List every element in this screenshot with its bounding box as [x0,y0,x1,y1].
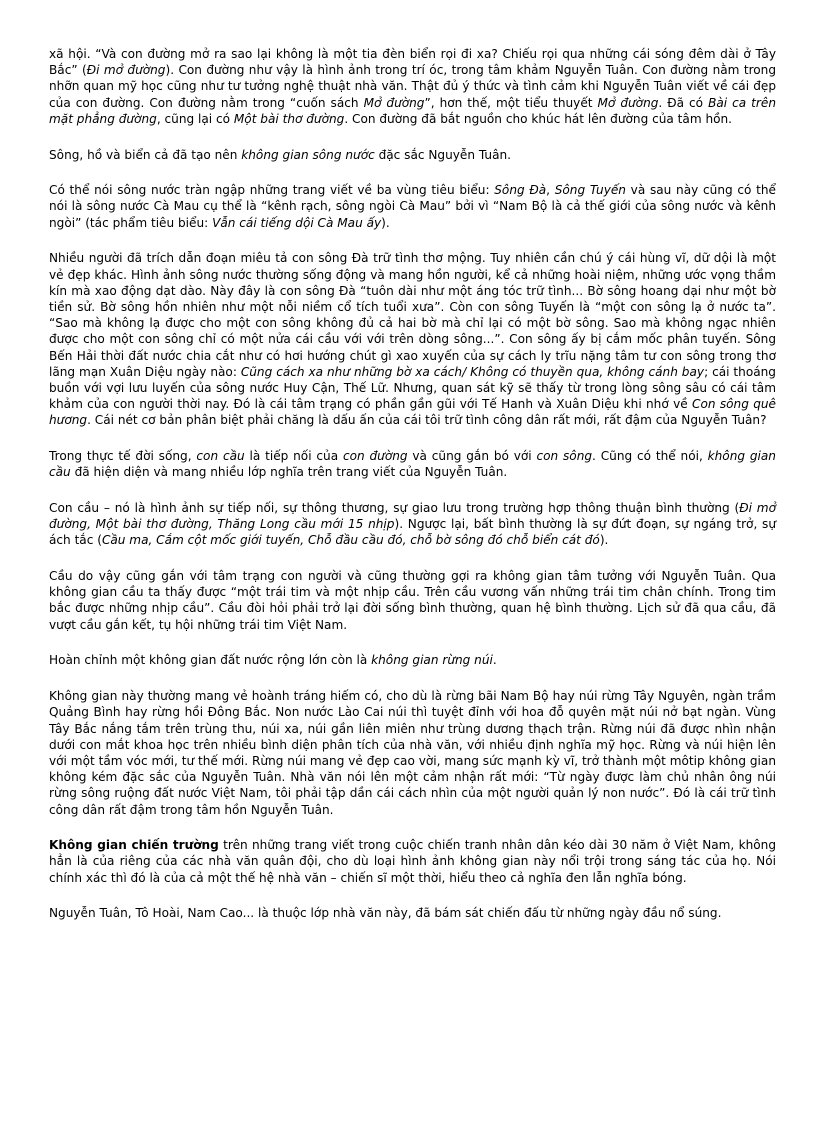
paragraph [49,837,776,886]
italic-text: con sông [536,449,593,464]
italic-text: Cũng cách xa như những bờ xa cách/ Không có thuyền qua, không cánh bay [240,364,705,379]
paragraph [49,905,776,921]
paragraph [49,182,776,231]
italic-text: Con sông quê hương [49,397,776,428]
text-run: ). Con đường như vậy là hình ảnh trong trí óc, trong tâm khảm Nguyễn Tuân. Con đường nằm trong nhỡn quan mỹ học cũng như tư tưởng nghệ thuật nhà văn. Thật đủ ý thức và tình cảm khi Nguyễn Tuân viết về cái đẹp của con đường. Con đường nằm trong “cuốn sách [49,63,777,110]
italic-text: Mở đường [597,95,659,110]
text-run: Sông, hồ và biển cả đã tạo nên [49,147,242,162]
italic-text: con cầu [196,449,245,464]
text-run: Con cầu – nó là hình ảnh sự tiếp nối, sự thông thương, sự giao lưu trong trường hợp thông thuận bình thường ( [49,500,740,515]
italic-text: Sông Đà [494,183,547,198]
text-run: . [492,653,497,668]
text-run: xã hội. “Và con đường mở ra sao lại không là một tia đèn biển rọi đi xa? Chiếu rọi qua những cái sóng đêm dài ở Tây Bắc” ( [49,47,776,78]
text-run: Nhiều người đã trích dẫn đoạn miêu tả con sông Đà trữ tình thơ mộng. Tuy nhiên cần chú ý cái hùng vĩ, dữ dội là một vẻ đẹp khác. Hình ảnh sông nước thường sống động và mang hồn người, kể cả những hoài niệm, những ước vọng thầm kín mà xao động dạt dào. Này đây là con sông Đà “tuôn dài như một áng tóc trữ tình... Bờ sông hoang dại như một bờ tiền sử. Bờ sông hồn nhiên như một nỗi niềm cổ tích tuổi xưa”. Còn con sông Tuyến là “một con sông lạ ở nước ta”. “Sao mà không lạ được cho một con sông không đủ cả hai bờ mà chỉ lại có một bờ sông. Sao mà không ngạc nhiên được cho một con sông chỉ có một nửa cái cầu với với trên dòng sông...”. Con sông ấy bị cắm mốc phân tuyến. Sông Bến Hải thời đất nước chia cắt như có hơi hướng chút gì xao xuyến của sự cách ly trĩu nặng tâm tư con sông trong thơ lãng mạn Xuân Diệu ngày nào: [49,251,776,379]
text-run: Nguyễn Tuân, Tô Hoài, Nam Cao... là thuộc lớp nhà văn này, đã bám sát chiến đấu từ những ngày đầu nổ súng. [49,906,722,921]
text-run: và cũng gắn bó với [407,449,537,464]
text-run: là tiếp nối của [244,449,343,464]
text-run: ). Ngược lại, bất bình thường là sự đứt đoạn, sự ngáng trở, sự ách tắc ( [49,517,776,548]
text-run: Không gian này thường mang vẻ hoành tráng hiếm có, cho dù là rừng bãi Nam Bộ hay núi rừng Tây Nguyên, ngàn trầm Quảng Bình hay rừng hồi Đông Bắc. Non nước Lào Cai núi thì tuyệt đỉnh với hoa đỗ quyên mặt núi nở bạt ngàn. Vùng Tây Bắc nắng tắm trên trùng thu, núi xa, núi gần liên miên như trùng dương thạch trận. Rừng núi đã được nhìn nhận dưới con mắt khoa học trên nhiều bình diện phân tích của nhà văn, với nhiều định nghĩa mỹ học. Rừng và núi hiện lên với một tầm vóc mới, tư thế mới. Rừng núi mang vẻ đẹp cao vời, mang sức mạnh kỳ vĩ, trở thành một môtip không gian không kém đặc sắc của Nguyễn Tuân. Nhà văn nói lên một cảm nhận rất mới: “Từ ngày được làm chủ nhân ông núi rừng sông ruộng đất nước Việt Nam, tôi phải tập dần cái cách nhìn của một người quản lý non nước”. Đó là cái trữ tình công dân rất đậm trong tâm hồn Nguyễn Tuân. [49,689,776,817]
text-run: đặc sắc Nguyễn Tuân. [374,147,512,162]
italic-text: Sông Tuyến [554,183,626,198]
text-run: . Đã có [658,95,709,110]
text-run: , [546,183,555,198]
paragraph [49,46,776,127]
italic-text: Một bài thơ đường [233,111,345,126]
text-run: ; cái thoáng buồn với vợi lưu luyến của sông nước Huy Cận, Thế Lữ. Nhưng, quan sát kỹ sẽ thấy từ trong lòng sông sâu có cái tâm khảm của con người thời nay. Đó là cái tâm trạng có phần gần gũi với Tế Hanh và Xuân Diệu khi nhớ về [49,364,776,412]
text-run: Có thể nói sông nước tràn ngập những trang viết về ba vùng tiêu biểu: [49,183,495,198]
paragraph [49,500,776,549]
italic-text: Bài ca trên mặt phẳng đường [49,95,776,126]
italic-text: không gian rừng núi [371,653,493,668]
paragraph [49,652,776,668]
text-run: . Con đường đã bắt nguồn cho khúc hát lên đường của tâm hồn. [344,111,733,126]
italic-text: Đi mở đường [86,63,166,78]
paragraph [49,147,776,163]
italic-text: Cầu ma, Cắm cột mốc giới tuyến, Chỗ đầu cầu đó, chỗ bờ sông đó chỗ biển cát đó [101,533,600,548]
text-run: . Cũng có thể nói, [592,449,708,464]
italic-text: Mở đường [363,95,425,110]
text-run: Hoàn chỉnh một không gian đất nước rộng lớn còn là [49,653,372,668]
italic-text: Đi mở đường, Một bài thơ đường, Thăng Long cầu mới 15 nhịp [49,500,776,532]
text-run: Trong thực tế đời sống, [49,449,197,464]
italic-text: không gian sông nước [241,147,375,162]
text-run: ). [599,533,609,548]
italic-text: con đường [342,449,408,464]
text-run: trên những trang viết trong cuộc chiến tranh nhân dân kéo dài 30 năm ở Việt Nam, không hẳn là của riêng của các nhà văn quân đội, cho dù loại hình ảnh không gian này nổi trội trong sáng tác của họ. Nói chính xác thì đó là của cả một thế hệ nhà văn – chiến sĩ một thời, hiểu theo cả nghĩa đen lẫn nghĩa bóng. [49,838,776,885]
paragraph [49,568,776,633]
text-run: . Cái nét cơ bản phân biệt phải chăng là dấu ấn của cái tôi trữ tình công dân rất mới, rất đậm của Nguyễn Tuân? [87,413,767,428]
text-run: ”, hơn thế, một tiểu thuyết [424,95,598,110]
bold-text: Không gian chiến trường [49,838,219,853]
paragraph [49,448,776,480]
text-run: và sau này cũng có thể nói là sông nước Cà Mau cụ thể là “kênh rạch, sông ngòi Cà Mau” bởi vì “Nam Bộ là cả thế giới của sông nước và kênh ngòi” (tác phẩm tiêu biểu: [49,183,776,230]
paragraph [49,688,776,818]
text-run: Cầu do vậy cũng gắn với tâm trạng con người và cũng thường gợi ra không gian tâm tưởng với Nguyễn Tuân. Qua không gian cầu ta thấy được “một trái tim và một nhịp cầu. Trên cầu vương vấn những trái tim chân chính. Trong tim bắc được những nhịp cầu”. Cầu đòi hỏi phải trở lại đời sống bình thường, quan hệ bình thường. Lịch sử đã qua cầu, đã vượt cầu gắn kết, tụ hội những trái tim Việt Nam. [49,569,776,632]
paragraph [49,250,776,428]
text-run: , cũng lại có [156,111,234,126]
text-run: ). [381,215,390,230]
text-run: đã hiện diện và mang nhiều lớp nghĩa trên trang viết của Nguyễn Tuân. [70,465,508,480]
italic-text: Vẫn cái tiếng dội Cà Mau ấy [212,215,382,230]
italic-text: không gian cầu [49,449,776,480]
